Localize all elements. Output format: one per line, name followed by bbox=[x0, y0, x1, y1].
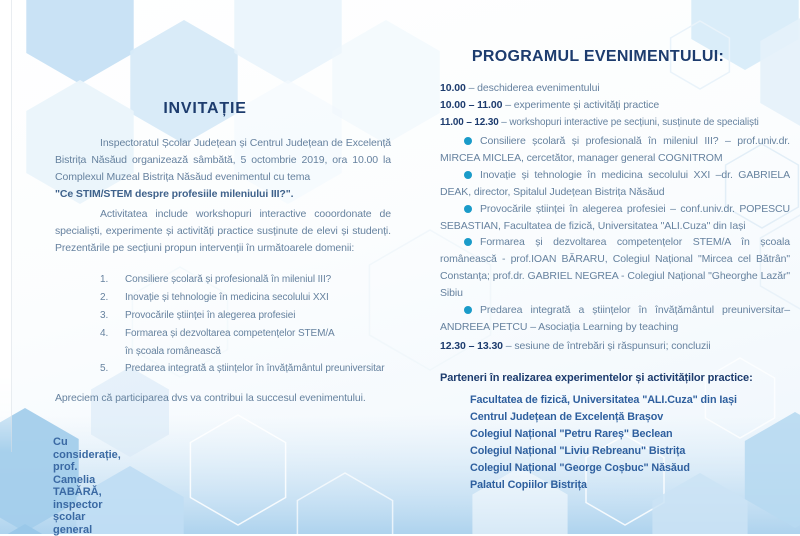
schedule-time: 10.00 bbox=[440, 82, 466, 94]
bullet-icon bbox=[464, 238, 472, 246]
list-text: Inovație și tehnologie în medicina secolului XXI bbox=[125, 292, 329, 303]
list-text: Provocările științei în alegerea profesiei bbox=[125, 310, 295, 321]
bullet-icon bbox=[464, 171, 472, 179]
section-text: Provocările științei în alegerea profesiei – conf.univ.dr. POPESCU SEBASTIAN, Facultatea de fizică, Universitatea "ALI.Cuza" din Iași bbox=[440, 203, 790, 232]
list-item bbox=[55, 307, 391, 325]
list-item bbox=[55, 271, 391, 289]
domains-list bbox=[55, 271, 391, 378]
list-number: 1. bbox=[100, 271, 108, 289]
schedule-time: 10.00 – 11.00 bbox=[440, 99, 502, 111]
section-text: Formarea și dezvoltarea competențelor STEM/A în școala românească - prof.IOAN BĂRARU, Colegiul Național "Mircea cel Bătrân" Constanța; prof.dr. GABRIEL NEGREA - Colegiul Național "Gheorghe Lazăr" Sibiu bbox=[440, 236, 790, 299]
section-item bbox=[440, 302, 790, 336]
section-text: Predarea integrată a științelor în învățământul preuniversitar– ANDREEA PETCU – Asociația Learning by teaching bbox=[440, 304, 790, 333]
list-text: Predarea integrată a științelor în învățământul preuniversitar bbox=[125, 363, 385, 374]
schedule-text: – sesiune de întrebări și răspunsuri; concluzii bbox=[506, 340, 711, 352]
signature-block bbox=[53, 436, 121, 536]
list-number: 5. bbox=[100, 360, 108, 378]
invitation-theme-line: "Ce STIM/STEM despre profesiile mileniului III?". bbox=[55, 186, 391, 203]
partner-item: Facultatea de fizică, Universitatea "ALI.Cuza" din Iași bbox=[470, 392, 790, 409]
signature-line: Cu considerație, bbox=[53, 436, 121, 461]
signature-line: prof. Camelia TABĂRĂ, bbox=[53, 461, 121, 499]
schedule-line bbox=[440, 97, 790, 114]
list-item bbox=[55, 325, 391, 343]
schedule-text: – experimente și activități practice bbox=[505, 99, 659, 111]
schedule-line bbox=[440, 338, 790, 355]
section-text: Inovație și tehnologie în medicina secolului XXI –dr. GABRIELA DEAK, director, Spitalul Județean Bistrița Năsăud bbox=[440, 169, 790, 198]
section-item bbox=[440, 167, 790, 201]
partner-item: Centrul Județean de Excelență Brașov bbox=[470, 409, 790, 426]
partner-item: Colegiul Național "Liviu Rebreanu" Bistrița bbox=[470, 443, 790, 460]
section-item bbox=[440, 201, 790, 235]
invitation-title: INVITAȚIE bbox=[55, 100, 355, 118]
schedule-line bbox=[440, 114, 769, 131]
scanner-edge-strip bbox=[0, 0, 12, 452]
partner-item: Colegiul Național "Petru Rareș" Beclean bbox=[470, 426, 790, 443]
section-item bbox=[440, 133, 790, 167]
invitation-paragraph-1: Inspectoratul Școlar Județean și Centrul Județean de Excelență Bistrița Năsăud organizează sâmbătă, 5 octombrie 2019, ora 10.00 la Complexul Muzeal Bistrița Năsăud evenimentul cu tema bbox=[55, 135, 391, 186]
list-text: Formarea și dezvoltarea competențelor STEM/A bbox=[125, 328, 335, 339]
partner-item: Palatul Copiilor Bistrița bbox=[470, 477, 790, 494]
partners-list bbox=[470, 392, 790, 493]
list-item-continuation: în școala românească bbox=[55, 343, 391, 360]
signature-line: inspector școlar general bbox=[53, 499, 121, 536]
list-item bbox=[55, 360, 391, 378]
schedule-time: 12.30 – 13.30 bbox=[440, 340, 503, 352]
bullet-icon bbox=[464, 205, 472, 213]
bullet-icon bbox=[464, 306, 472, 314]
invitation-paragraph-2: Activitatea include workshopuri interactive cooordonate de specialiști, experimente și activități practice susținute de elevi și studenți. Prezentările pe secțiuni propun intervenții în următoarele domenii: bbox=[55, 206, 391, 257]
schedule-time: 11.00 – 12.30 bbox=[440, 116, 499, 128]
schedule-block bbox=[440, 80, 790, 131]
invitation-closing-line: Apreciem că participarea dvs va contribui la succesul evenimentului. bbox=[55, 390, 391, 407]
list-text: Consiliere școlară și profesională în mileniul III? bbox=[125, 274, 331, 285]
partner-item: Colegiul Național "George Coșbuc" Năsăud bbox=[470, 460, 790, 477]
partners-title: Parteneri în realizarea experimentelor și activităților practice: bbox=[440, 372, 790, 384]
section-item bbox=[440, 234, 790, 302]
section-text: Consiliere școlară și profesională în mileniul III? – prof.univ.dr. MIRCEA MICLEA, cercetător, manager general COGNITROM bbox=[440, 135, 790, 164]
schedule-text: – workshopuri interactive pe secțiuni, susținute de specialiști bbox=[501, 116, 758, 128]
list-number: 3. bbox=[100, 307, 108, 325]
schedule-line bbox=[440, 80, 790, 97]
schedule-text: – deschiderea evenimentului bbox=[469, 82, 600, 94]
bullet-icon bbox=[464, 137, 472, 145]
schedule-closing-block bbox=[440, 338, 790, 355]
list-number: 4. bbox=[100, 325, 108, 343]
program-title: PROGRAMUL EVENIMENTULUI: bbox=[440, 48, 756, 66]
list-number: 2. bbox=[100, 289, 108, 307]
sections-list bbox=[440, 133, 790, 336]
list-item bbox=[55, 289, 391, 307]
